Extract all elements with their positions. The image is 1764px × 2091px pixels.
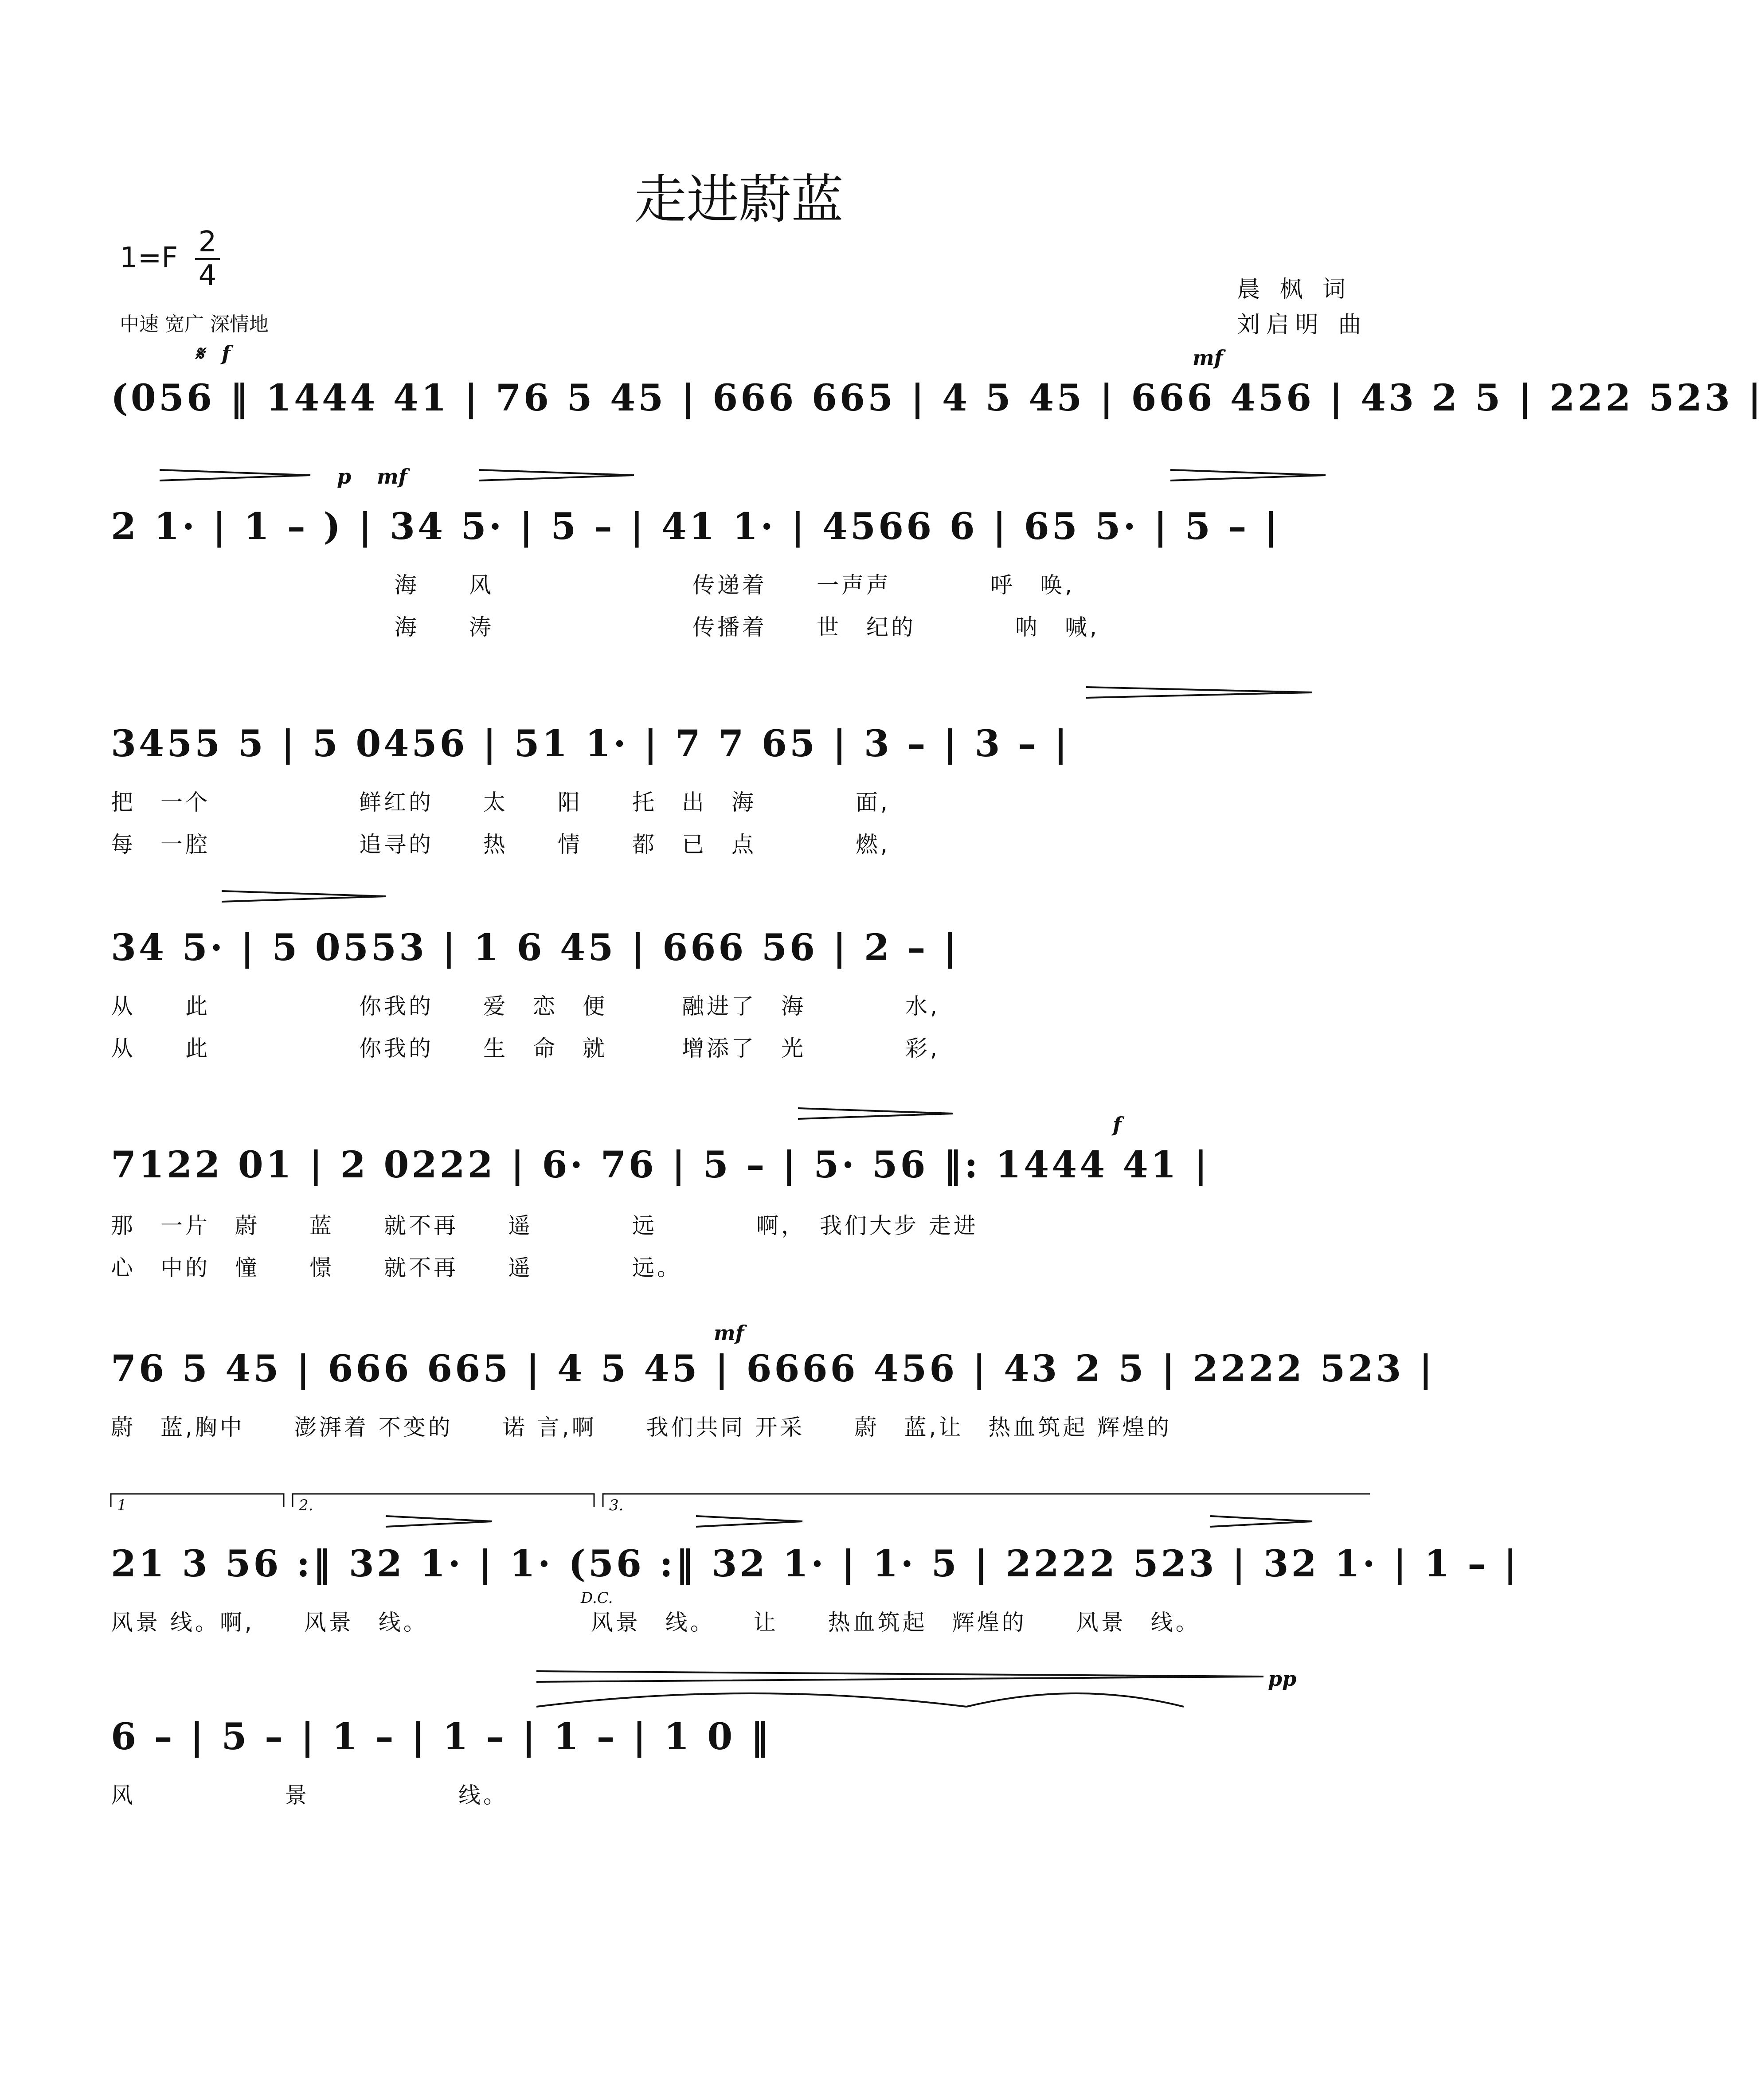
dynamic-f: f: [1113, 1113, 1122, 1137]
tempo-marking: 中速 宽广 深情地: [120, 313, 269, 336]
notes-line: 3455 5 | 5 0456 | 51 1· | 7 7 65 | 3 – | 3 – |: [111, 723, 1070, 765]
lyrics-verse-2: 每 一腔 追寻的 热 情 都 已 点 燃,: [111, 832, 890, 857]
dynamic-mf: mf: [377, 465, 407, 489]
composer: 刘启明 曲: [1237, 312, 1368, 338]
notes-line: 2 1· | 1 – ) | 34 5· | 5 – | 41 1· | 4566 6 | 65 5· | 5 – |: [111, 505, 1280, 548]
lyrics-verse-1: 从 此 你我的 爱 恋 便 融进了 海 水,: [111, 993, 940, 1019]
key-signature: [120, 226, 217, 293]
time-signature: [195, 227, 220, 291]
page-title: 走进蔚蓝: [634, 169, 844, 230]
notes-line: 34 5· | 5 0553 | 1 6 45 | 666 56 | 2 – |: [111, 926, 959, 969]
key-label: 1=F: [120, 242, 178, 274]
lyrics-verse-1: 把 一个 鲜红的 太 阳 托 出 海 面,: [111, 789, 890, 815]
volta-1: 1: [117, 1497, 127, 1514]
da-capo: D.C.: [581, 1589, 613, 1607]
notes-line: 6 – | 5 – | 1 – | 1 – | 1 – | 1 0 ‖: [111, 1716, 771, 1758]
lyrics-verse-1: 蔚 蓝,胸中 澎湃着 不变的 诺 言,啊 我们共同 开采 蔚 蓝,让 热血筑起 辉煌的: [111, 1415, 1172, 1440]
lyrics-verse-1: 风 景 线。: [111, 1782, 508, 1808]
notes-line: 7122 01 | 2 0222 | 6· 76 | 5 – | 5· 56 ‖: 1444 41 |: [111, 1144, 1210, 1186]
lyrics-verse-2: 心 中的 憧 憬 就不再 遥 远。: [111, 1255, 682, 1281]
hairpins: [111, 882, 1370, 909]
lyrics-verse-1: 风景 线。啊, 风景 线。 风景 线。 让 热血筑起 辉煌的 风景 线。: [111, 1610, 1201, 1635]
lyrics-verse-1: 海 风 传递着 一声声 呼 唤,: [395, 572, 1075, 598]
notes-line: 21 3 56 :‖ 32 1· | 1· (56 :‖ 32 1· | 1· 5 | 2222 523 | 32 1· | 1 – |: [111, 1543, 1520, 1585]
dynamic-f: f: [222, 341, 231, 365]
lyrics-verse-1: 那 一片 蔚 蓝 就不再 遥 远 啊， 我们大步 走进: [111, 1213, 978, 1239]
dynamic-p: p: [337, 465, 352, 489]
volta-2: 2.: [299, 1497, 313, 1514]
hairpins: [111, 1099, 1370, 1126]
dynamic-mf: mf: [714, 1321, 744, 1345]
hairpins: [111, 461, 1370, 488]
volta-3: 3.: [609, 1497, 624, 1514]
dynamic-mf: mf: [1193, 346, 1223, 370]
time-bottom: 4: [198, 259, 217, 293]
hairpins: [111, 678, 1370, 705]
lyrics-verse-2: 从 此 你我的 生 命 就 增添了 光 彩,: [111, 1036, 940, 1061]
dynamic-pp: pp: [1268, 1667, 1297, 1691]
lyrics-verse-2: 海 涛 传播着 世 纪的 呐 喊,: [395, 614, 1099, 640]
notes-line: (056 ‖ 1444 41 | 76 5 45 | 666 665 | 4 5 45 | 666 456 | 43 2 5 | 222 523 |: [111, 377, 1764, 419]
lyricist: 晨 枫 词: [1237, 276, 1352, 303]
hairpins: [111, 1662, 1370, 1716]
notes-line: 76 5 45 | 666 665 | 4 5 45 | 6666 456 | 43 2 5 | 2222 523 |: [111, 1348, 1435, 1390]
time-top: 2: [198, 226, 217, 258]
segno-mark: 𝄋: [195, 341, 204, 365]
